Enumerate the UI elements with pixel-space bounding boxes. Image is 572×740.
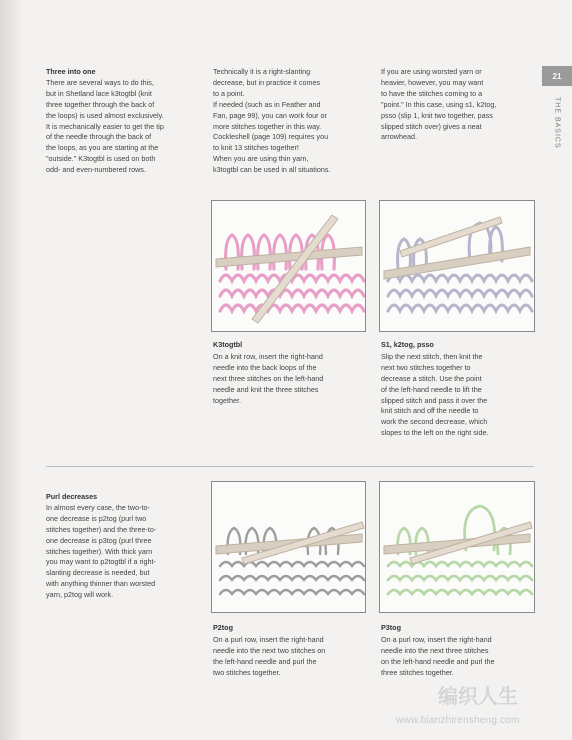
- three-into-one-column-3: [381, 67, 537, 143]
- p3tog-caption: [381, 623, 537, 679]
- p2tog-caption: [213, 623, 369, 679]
- three-into-one-paragraph-5: If you are using worsted yarn or heavier, however, you may want to have the stitches coming to a "point." In this case, using s1, k2tog, psso (slip 1, knit two together, pass slipped stitch over) gives a neat arrowhead.: [381, 67, 497, 142]
- s1-k2tog-psso-caption: [381, 340, 537, 439]
- p2tog-caption-title: P2tog: [213, 623, 233, 632]
- k3togtbl-caption: [213, 340, 369, 406]
- three-into-one-paragraph-4: When you are using thin yarn, k3togtbl can be used in all situations.: [213, 154, 331, 175]
- three-into-one-paragraph-3: If needed (such as in Feather and Fan, page 99), you can work four or more stitches together in this way. Cockleshell (page 109) requires you to knit 13 stitches together!: [213, 99, 329, 153]
- s1-k2tog-psso-illustration: [379, 200, 535, 332]
- s1-k2tog-psso-caption-body: Slip the next stitch, then knit the next two stitches together to decrease a stitch. Use the point of the left-hand needle to lift the slipped stitch and pass it over the knit stitch and off the needle to work the second decrease, which slopes to the left on the right side.: [381, 351, 489, 438]
- s1-k2tog-psso-caption-title: S1, k2tog, psso: [381, 340, 434, 349]
- purl-decreases-column: [46, 492, 202, 601]
- three-into-one-paragraph-2: Technically it is a right-slanting decrease, but in practice it comes to a point.: [213, 67, 321, 98]
- p2tog-illustration: [211, 481, 366, 613]
- section-tab-label: THE BASICS: [553, 97, 561, 149]
- p3tog-caption-body: On a purl row, insert the right-hand needle into the next three stitches on the left-hand needle and purl the three stitches together.: [381, 634, 495, 677]
- section-heading-purl-decreases: Purl decreases: [46, 492, 98, 501]
- section-tab: [542, 88, 572, 158]
- page-gutter-shadow: [0, 0, 24, 740]
- purl-decreases-paragraph: In almost every case, the two-to- one decrease is p2tog (purl two stitches together) and the three-to- one decrease is p3tog (purl three stitches together). With thick yarn you may want to p2togtbl if a right- slanting decrease is needed, but with anything thinner than worsted yarn, p2tog will work.: [46, 502, 157, 600]
- section-divider: [46, 466, 534, 467]
- three-into-one-column-2: [213, 67, 373, 176]
- k3togtbl-caption-body: On a knit row, insert the right-hand needle into the back loops of the next three stitches on the left-hand needle and knit the three stitches together.: [213, 351, 324, 405]
- three-into-one-paragraph-1: There are several ways to do this, but in Shetland lace k3togtbl (knit three together through the back of the loops) is used almost exclusively. It is mechanically easier to get the tip of the needle through the back of the loops, as you are starting at the "outside." K3togtbl is used on both odd- and even-numbered rows.: [46, 77, 164, 175]
- page-number-tab: 21: [542, 66, 572, 86]
- k3togtbl-illustration: [211, 200, 366, 332]
- p2tog-caption-body: On a purl row, insert the right-hand needle into the next two stitches on the left-hand needle and purl the two stitches together.: [213, 634, 326, 677]
- p3tog-caption-title: P3tog: [381, 623, 401, 632]
- watermark-url: www.bianzhirensheng.com: [396, 715, 520, 726]
- k3togtbl-caption-title: K3togtbl: [213, 340, 243, 349]
- watermark-logo: 编织人生: [438, 684, 518, 708]
- p3tog-illustration: [379, 481, 535, 613]
- three-into-one-column-1: [46, 67, 202, 176]
- section-heading-three-into-one: Three into one: [46, 67, 96, 76]
